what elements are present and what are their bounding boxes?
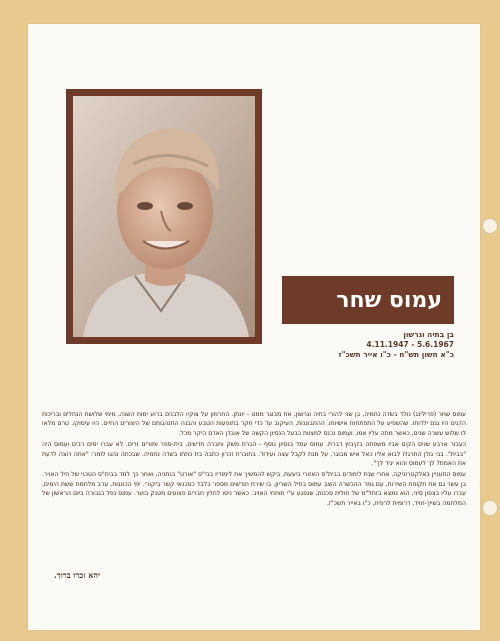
memorial-page <box>28 24 480 630</box>
portrait-illustration <box>73 96 255 337</box>
closing-blessing: יהא זכרו ברוך. <box>54 570 101 580</box>
parents-line: בן בתיה וגרשון <box>403 330 454 339</box>
memorial-name: עמוס שחר <box>336 287 442 313</box>
binder-hole-bottom <box>482 500 498 516</box>
hebrew-dates: כ"א חשון תש"ח - כ"ו אייר תשכ"ז <box>338 350 454 359</box>
binder-hole-top <box>482 218 498 234</box>
name-banner <box>282 276 454 324</box>
portrait-photo <box>73 96 255 337</box>
portrait-frame <box>66 89 262 344</box>
civil-dates: 4.11.1947 - 5.6.1967 <box>366 340 454 349</box>
bio-paragraph: כעבור ארבע שנים הקים אביו משפחה בקיבוץ דברת. עמוס עמד בנסיון נוסף - הכרת משק וחברה חדשים, בית-ספר ומורים זרים. לא עברו ימים רבים ועמוס היה "בבית". בבי גולן התרגלו לבוא אליו כאל איש מבוגר, על מנת לקבל עצה ועידוד. בחוברת זכרון כתבה בת כתתו בשדה נחמיה. שבכתה נהגו לומר: "אתה רוצה לדעת את האמת? לך לעמוס והוא יגיד לך". <box>42 441 466 468</box>
bio-paragraph: עמוס שחר (פרילינג) נולד בשדה נחמיה, בן שני להורי בתיה וגרשון, אח מבוגר ממנו - יונתן. החרמון על צוקיו הלבנים ברוע ימות השנה, מימי שלושת הנחלים ובריכות הדגים היו גנם ילדותו. שהשפיע על התפתחות אישיותו. ההתבוננות, העיקוב עד כדי חקר בתופעות הטבע והבנה התנהגותם של היצורים החיים. היו עיסוקו. טרם מלאו לו שלוש עשרה שנים, כאשר מתה עליו אמו. ועמוס נכנס למצוות כבעל הנסיון הקשה של אובדן האדם היקר מכל. <box>42 411 466 437</box>
personal-details <box>254 330 454 360</box>
biography <box>42 410 466 510</box>
bio-paragraph: עמוס התעניין באלקטרוניקה. אחרי שנת לימודים בבית"ס האזורי ביעעת, ביקש להמשיך את לימודיו בבי"ס "אורט" בנתניה, ואחר כך למד בבית"ס הטכני של חיל האויר. בן עשר גם את תקופת השירות, עם גמר ההכשרה הוצב עמוס בחיל השריון, בו שירת חודשים מספר בלבד כטכנאי קשר ביקורי. ימי הכוננות, ערב מלחמת ששת הימים, עברו עליו בצפון סיני, הוא נמצא בזחל"מ של חולית סכנות, שנפגע ע"י תותחי האויב. כאשר ניסו לחלץ חברים פצועים מטנק בוער. עמוס נפל בגבורה ביום הראשון של המלחמה בשייך-זוויד, דרומית לרפיח, כ"ו באייר תשכ"ז. <box>42 471 466 507</box>
